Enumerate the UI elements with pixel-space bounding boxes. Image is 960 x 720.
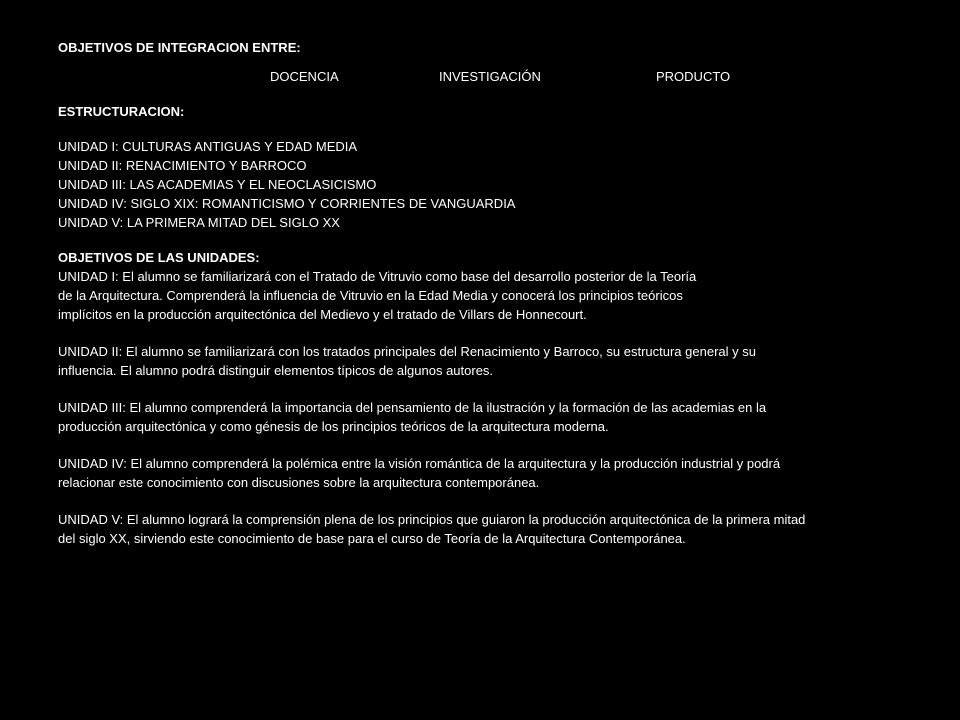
slide-content <box>58 38 908 548</box>
unit-item-5: UNIDAD V: LA PRIMERA MITAD DEL SIGLO XX <box>58 215 340 230</box>
objective-unit-2 <box>58 342 908 380</box>
objective-line: producción arquitectónica y como génesis de los principios teóricos de la arquitectura moderna. <box>58 419 609 434</box>
spacer <box>58 232 908 248</box>
objective-unit-4 <box>58 454 908 492</box>
objective-line: del siglo XX, sirviendo este conocimiento de base para el curso de Teoría de la Arquitectura Contemporánea. <box>58 531 686 546</box>
integration-heading: OBJETIVOS DE INTEGRACION ENTRE: <box>58 40 301 55</box>
objective-line: UNIDAD V: El alumno logrará la comprensión plena de los principios que guiaron la producción arquitectónica de la primera mitad <box>58 512 806 527</box>
objective-line: UNIDAD II: El alumno se familiarizará con los tratados principales del Renacimiento y Barroco, su estructura general y su <box>58 344 756 359</box>
spacer <box>58 86 908 102</box>
unit-item-2: UNIDAD II: RENACIMIENTO Y BARROCO <box>58 158 307 173</box>
unit-item-4: UNIDAD IV: SIGLO XIX: ROMANTICISMO Y CORRIENTES DE VANGUARDIA <box>58 196 516 211</box>
objective-line: UNIDAD I: El alumno se familiarizará con el Tratado de Vitruvio como base del desarrollo posterior de la Teoría <box>58 269 697 284</box>
objective-line: de la Arquitectura. Comprenderá la influencia de Vitruvio en la Edad Media y conocerá los principios teóricos <box>58 288 683 303</box>
unit-item-1: UNIDAD I: CULTURAS ANTIGUAS Y EDAD MEDIA <box>58 139 358 154</box>
pillar-docencia: DOCENCIA <box>270 69 339 84</box>
objective-line: influencia. El alumno podrá distinguir elementos típicos de algunos autores. <box>58 363 494 378</box>
objective-line: implícitos en la producción arquitectónica del Medievo y el tratado de Villars de Honnecourt. <box>58 307 587 322</box>
integration-pillars <box>58 67 908 86</box>
pillar-investigacion: INVESTIGACIÓN <box>439 69 541 84</box>
objective-unit-1 <box>58 267 908 324</box>
objective-line: UNIDAD III: El alumno comprenderá la importancia del pensamiento de la ilustración y la formación de las academias en la <box>58 400 767 415</box>
spacer <box>58 121 908 137</box>
structure-heading: ESTRUCTURACION: <box>58 104 185 119</box>
objective-unit-5 <box>58 510 908 548</box>
unit-item-3: UNIDAD III: LAS ACADEMIAS Y EL NEOCLASICISMO <box>58 177 377 192</box>
objectives-heading: OBJETIVOS DE LAS UNIDADES: <box>58 250 260 265</box>
objective-line: relacionar este conocimiento con discusiones sobre la arquitectura contemporánea. <box>58 475 540 490</box>
objective-unit-3 <box>58 398 908 436</box>
units-list <box>58 137 908 232</box>
pillar-producto: PRODUCTO <box>656 69 731 84</box>
objective-line: UNIDAD IV: El alumno comprenderá la polémica entre la visión romántica de la arquitectura y la producción industrial y podrá <box>58 456 781 471</box>
spacer <box>58 57 908 67</box>
